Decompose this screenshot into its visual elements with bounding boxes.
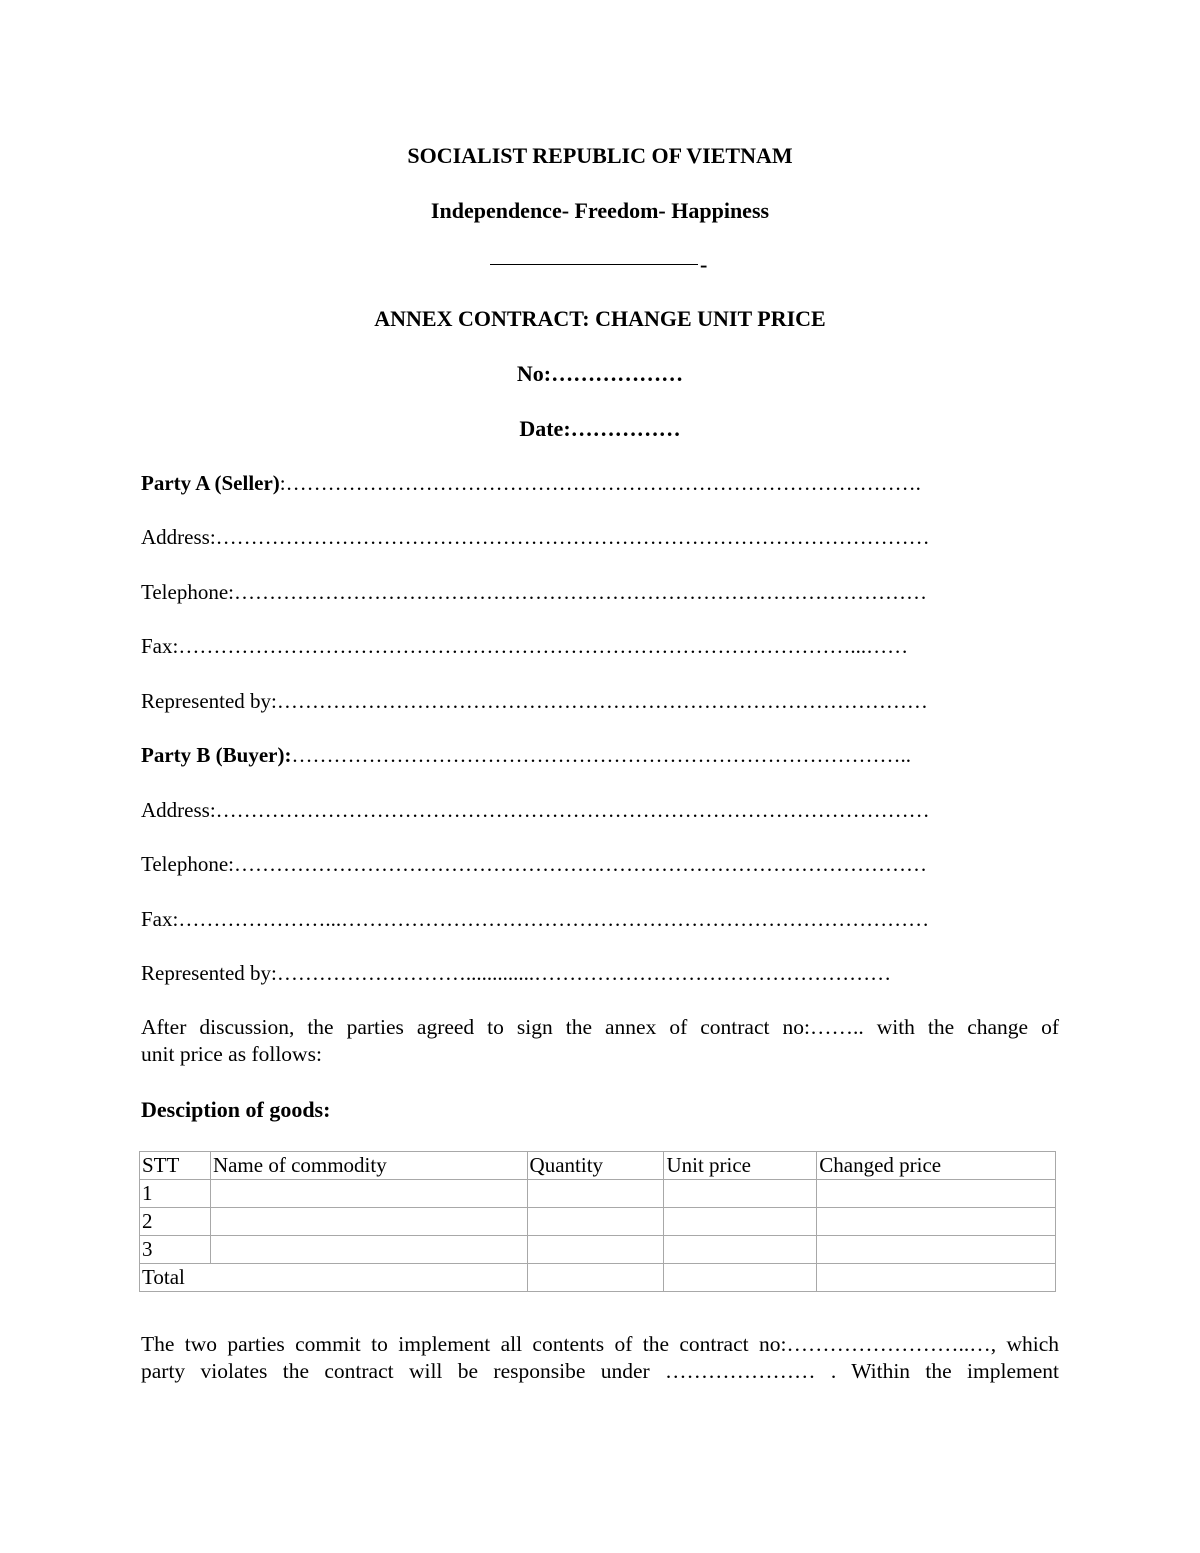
table-header-row xyxy=(140,1152,1056,1180)
table-row xyxy=(140,1208,1056,1236)
unit-price-cell[interactable] xyxy=(664,1208,817,1236)
table-row xyxy=(140,1236,1056,1264)
party-b-address-field: Address:………………………………………………………………………………………… xyxy=(141,798,930,822)
unit-price-cell[interactable] xyxy=(664,1236,817,1264)
commitment-line-2: party violates the contract will be responsibe under ………………… . Within the implement xyxy=(141,1359,1059,1383)
party-b-line xyxy=(141,742,1026,768)
party-a-represented-by-field: Represented by:………………………………………………………………………………… xyxy=(141,689,928,713)
row-stt: 2 xyxy=(140,1208,211,1236)
unit-price-cell[interactable] xyxy=(664,1180,817,1208)
quantity-cell[interactable] xyxy=(527,1236,664,1264)
total-unit-price-cell[interactable] xyxy=(664,1264,817,1292)
national-motto: Independence- Freedom- Happiness xyxy=(430,198,770,223)
party-a-name-dots: :………………………………………………………………………………. xyxy=(279,471,921,495)
changed-price-cell[interactable] xyxy=(817,1180,1056,1208)
header-stt: STT xyxy=(140,1152,211,1180)
commitment-line-1: The two parties commit to implement all contents of the contract no:……………………..…, which xyxy=(141,1332,1059,1356)
commodity-cell[interactable] xyxy=(210,1180,527,1208)
changed-price-cell[interactable] xyxy=(817,1236,1056,1264)
intro-line-1: After discussion, the parties agreed to sign the annex of contract no:…….. with the change of xyxy=(141,1015,1059,1039)
row-stt: 3 xyxy=(140,1236,211,1264)
annex-date-field: Date:…………… xyxy=(519,416,681,441)
commodity-cell[interactable] xyxy=(210,1208,527,1236)
header-commodity: Name of commodity xyxy=(210,1152,527,1180)
quantity-cell[interactable] xyxy=(527,1208,664,1236)
goods-heading: Desciption of goods: xyxy=(141,1097,331,1122)
party-b-fax-field: Fax:…………………...………………………………………………………………………… xyxy=(141,907,930,931)
document-title: ANNEX CONTRACT: CHANGE UNIT PRICE xyxy=(374,306,826,331)
party-a-telephone-field: Telephone:……………………………………………………………………………………… xyxy=(141,580,927,604)
header-quantity: Quantity xyxy=(527,1152,664,1180)
party-b-label: Party B (Buyer): xyxy=(141,743,292,767)
party-a-label: Party A (Seller) xyxy=(141,471,280,495)
total-label: Total xyxy=(140,1264,528,1292)
party-a-line xyxy=(141,470,1026,496)
party-b-represented-by-field: Represented by:……………………….............…………………………………………… xyxy=(141,961,892,985)
goods-table xyxy=(139,1151,1056,1292)
underline-dash: - xyxy=(700,252,708,277)
header-changed-price: Changed price xyxy=(817,1152,1056,1180)
total-quantity-cell[interactable] xyxy=(527,1264,664,1292)
header-unit-price: Unit price xyxy=(664,1152,817,1180)
commodity-cell[interactable] xyxy=(210,1236,527,1264)
table-row xyxy=(140,1180,1056,1208)
changed-price-cell[interactable] xyxy=(817,1208,1056,1236)
country-heading: SOCIALIST REPUBLIC OF VIETNAM xyxy=(407,143,793,168)
total-changed-price-cell[interactable] xyxy=(817,1264,1056,1292)
party-a-address-field: Address:………………………………………………………………………………………… xyxy=(141,525,930,549)
table-total-row xyxy=(140,1264,1056,1292)
party-b-telephone-field: Telephone:……………………………………………………………………………………… xyxy=(141,852,927,876)
party-b-name-dots: …………………………………………………………………………….. xyxy=(291,743,911,767)
row-stt: 1 xyxy=(140,1180,211,1208)
intro-line-2: unit price as follows: xyxy=(141,1042,322,1066)
intro-paragraph xyxy=(141,1014,1059,1068)
quantity-cell[interactable] xyxy=(527,1180,664,1208)
party-a-fax-field: Fax:……………………………………………………………………………………...…… xyxy=(141,634,909,658)
annex-number-field: No:……………… xyxy=(516,361,684,386)
commitment-paragraph xyxy=(141,1331,1059,1385)
motto-underline xyxy=(490,264,698,265)
